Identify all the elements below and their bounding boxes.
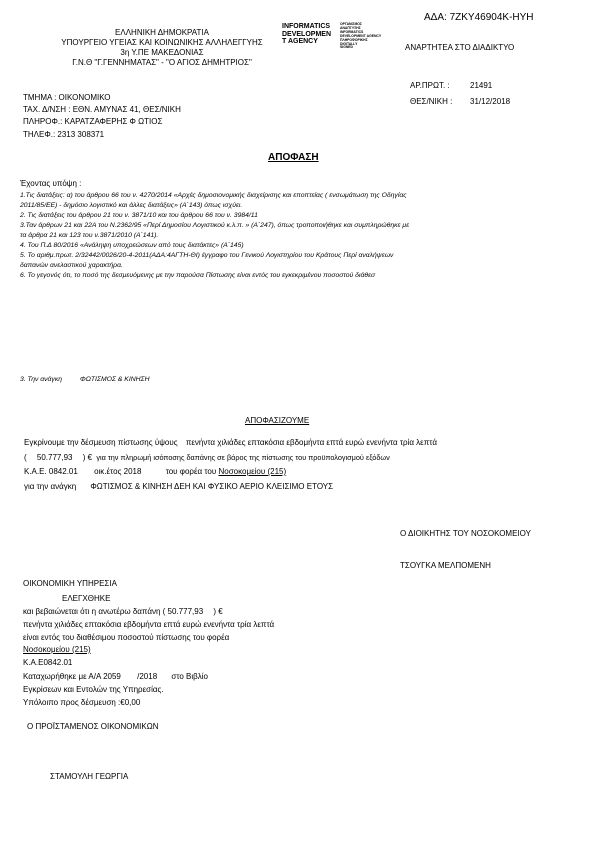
clause-line: 6. Το γεγονός ότι, το ποσό της δεσμευόμενης με την παρούσα Πίστωσης είναι εντός του εγκεκριμένου ποσοστού διάθεσ [20, 272, 376, 279]
protocol-number: 21491 [470, 81, 493, 90]
director-title: Ο ΔΙΟΙΚΗΤΗΣ ΤΟΥ ΝΟΣΟΚΟΜΕΙΟΥ [400, 529, 531, 538]
clause-line: 1.Τις διατάξεις: α) του άρθρου 66 του ν. 4270/2014 «Αρχές δημοσιονομικής διαχείρισης και εποπτείας ( ενσωμάτωση της Οδηγίας [20, 192, 407, 199]
protocol-number-label: ΑΡ.ΠΡΩΤ. : [410, 81, 450, 90]
need-clause-prefix: 3. Την ανάγκη [20, 376, 62, 383]
approvals-book-line: Εγκρίσεων και Εντολών της Υπηρεσίας. [23, 685, 164, 694]
kae-code: Κ.Α.Ε. 0842.01 [24, 467, 78, 476]
org-line-ministry: ΥΠΟΥΡΓΕΙΟ ΥΓΕΙΑΣ ΚΑΙ ΚΟΙΝΩΝΙΚΗΣ ΑΛΛΗΛΕΓΓΥΗΣ [61, 38, 263, 47]
checked-label: ΕΛΕΓΧΘΗΚΕ [62, 594, 111, 603]
body-name: Νοσοκομείου (215) [218, 467, 287, 476]
finance-body-name: Νοσοκομείου (215) [23, 645, 91, 654]
amount-value: 50.777,93 [36, 453, 73, 462]
amount-in-words: πενήντα χιλιάδες επτακόσια εβδομήντα επτά ευρώ ενενήντα τρία λεπτά [185, 438, 437, 447]
decision-line-1: Εγκρίνουμε την δέσμευση πίστωσης ύψους πενήντα χιλιάδες επτακόσια εβδομήντα επτά ευρώ ενενήντα τρία λεπτά [24, 438, 437, 447]
org-line-country: ΕΛΛΗΝΙΚΗ ΔΗΜΟΚΡΑΤΙΑ [115, 28, 209, 37]
fiscal-year: οικ.έτος 2018 [94, 467, 142, 476]
org-line-region: 3η Υ.ΠΕ ΜΑΚΕΔΟΝΙΑΣ [120, 48, 204, 57]
page-title: ΑΠΟΦΑΣΗ [268, 152, 319, 163]
org-line-hospital: Γ.Ν.Θ "Γ.ΓΕΝΝΗΜΑΤΑΣ" - "Ο ΑΓΙΟΣ ΔΗΜΗΤΡΙΟΣ" [72, 58, 252, 67]
finance-head-title: Ο ΠΡΟΪΣΤΑΜΕΝΟΣ ΟΙΚΟΝΟΜΙΚΩΝ [27, 722, 159, 731]
director-name: ΤΣΟΥΓΚΑ ΜΕΛΠΟΜΕΝΗ [400, 561, 491, 570]
clause-line: 4. Του Π.Δ 80/2016 «Ανάληψη υποχρεώσεων από τους διατάκτες» (Α΄145) [20, 242, 244, 249]
clauses [20, 191, 409, 281]
contact-address: ΤΑΧ. Δ/ΝΣΗ : ΕΘΝ. ΑΜΥΝΑΣ 41, ΘΕΣ/ΝΙΚΗ [23, 105, 181, 115]
protocol-date: 31/12/2018 [470, 97, 511, 106]
decision-heading: ΑΠΟΦΑΣΙΖΟΥΜΕ [245, 416, 310, 425]
confirm-line: και βεβαιώνεται ότι η ανωτέρω δαπάνη ( 50.777,93 ) € [23, 607, 223, 616]
recorded-line: Καταχωρήθηκε με Α/Α 2059 /2018 στο Βιβλίο [23, 672, 208, 681]
clause-line: 2011/85/ΕΕ) - δημόσιο λογιστικό και άλλες διατάξεις» (Α΄143) όπως ισχύει. [20, 202, 243, 209]
clause-line: τα άρθρα 21 και 123 του ν.3871/2010 (Α΄141). [20, 232, 159, 239]
within-budget-line: είναι εντός του διαθέσιμου ποσοστού πίστωσης του φορέα [23, 633, 230, 642]
finance-kae: Κ.Α.Ε0842.01 [23, 658, 73, 667]
clause-line: δαπανών ανελαστικού χαρακτήρα. [20, 262, 123, 269]
finance-amount-words: πενήντα χιλιάδες επτακόσια εβδομήντα επτά ευρώ ενενήντα τρία λεπτά [23, 620, 275, 629]
signature-logo: INFORMATICS DEVELOPMEN T AGENCY [282, 23, 332, 45]
confirm-amount: 50.777,93 [167, 607, 204, 616]
org-header [52, 28, 272, 68]
contact-block [23, 92, 181, 141]
ada-code: ΑΔΑ: 7ZKY46904K-ΗΥΗ [424, 12, 534, 23]
contact-info-person: ΠΛΗΡΟΦ.: ΚΑΡΑΤΖΑΦΕΡΗΣ Φ ΩΤΙΟΣ [23, 117, 163, 127]
remaining-balance: Υπόλοιπο προς δέσμευση :€0,00 [23, 698, 141, 707]
clause-line: 3.Ταν άρθρων 21 και 22Α του Ν.2362/95 «Περί Δημοσίου Λογιστικού κ.λ.π. » (Α΄247), όπως τροποποιήθηκε και συμπληρώθηκε με [20, 222, 410, 229]
decision-line-3: Κ.Α.Ε. 0842.01 οικ.έτος 2018 του φορέα του Νοσοκομείου (215) [24, 467, 287, 476]
need-description: ΦΩΤΙΣΜΟΣ & ΚΙΝΗΣΗ ΔΕΗ ΚΑΙ ΦΥΣΙΚΟ ΑΕΡΙΟ ΚΛΕΙΣΙΜΟ ΕΤΟΥΣ [90, 482, 334, 491]
protocol-date-label: ΘΕΣ/ΝΙΚΗ : [410, 97, 453, 106]
finance-head-name: ΣΤΑΜΟΥΛΗ ΓΕΩΡΓΙΑ [50, 772, 129, 781]
need-clause-value: ΦΩΤΙΣΜΟΣ & ΚΙΝΗΣΗ [80, 376, 150, 383]
considering-heading: Έχοντας υπόψη : [20, 179, 82, 188]
contact-phone: ΤΗΛΕΦ.: 2313 308371 [23, 129, 105, 139]
decision-line-4: για την ανάγκη ΦΩΤΙΣΜΟΣ & ΚΙΝΗΣΗ ΔΕΗ ΚΑΙ ΦΥΣΙΚΟ ΑΕΡΙΟ ΚΛΕΙΣΙΜΟ ΕΤΟΥΣ [24, 482, 334, 491]
clause-line: 2. Τις διατάξεις του άρθρου 21 του ν. 3871/10 και του άρθρου 66 του ν. 3984/11 [20, 212, 258, 219]
contact-department: ΤΜΗΜΑ : ΟΙΚΟΝΟΜΙΚΟ [23, 93, 111, 102]
signature-stamp-text: ΟΡΓΑΝΙΣΜΟΣ ΑΝΑΠΤΥΞΗΣ INFORMATICS DEVELOPMENT AGENCY ΠΛΗΡΟΦΟΡΙΚΗΣ DIGITALLY SIGNED [340, 22, 382, 50]
posted-online-note: ΑΝΑΡΤΗΤΕΑ ΣΤΟ ΔΙΑΔΙΚΤΥΟ [405, 43, 515, 52]
finance-service-label: ΟΙΚΟΝΟΜΙΚΗ ΥΠΗΡΕΣΙΑ [23, 579, 117, 588]
clause-line: 5. Το αριθμ.πρωτ. 2/32442/0026/20-4-2011(ΑΔΑ:4ΑΓΤΗ-ΘΙ) έγγραφο του Γενικού Λογιστηρίου του Κράτους Περί αναλήψεων [20, 252, 394, 259]
decision-line-2: ( 50.777,93 ) € για την πληρωμή ισόποσης δαπάνης σε βάρος της πίστωσης του προϋπολογισμού εξόδων [24, 453, 390, 462]
